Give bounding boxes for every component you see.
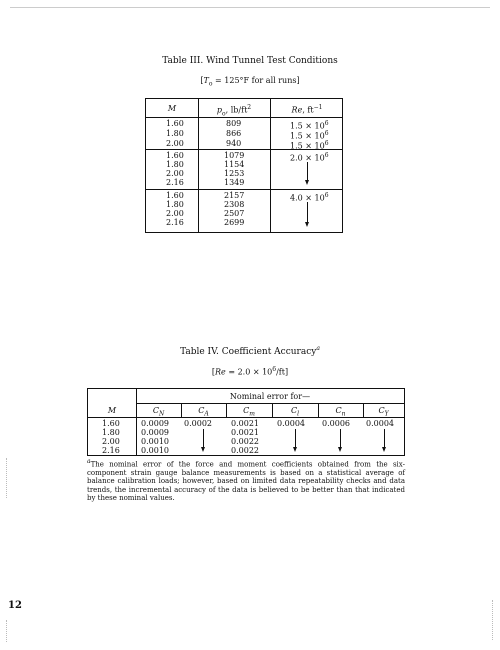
table3-mach-cell: 1.60 <box>166 191 184 200</box>
table3-mach-cell: 1.80 <box>166 160 184 169</box>
table3-pressure-cell: 866 <box>226 129 242 138</box>
arrow-down-icon <box>305 222 309 227</box>
table4-mach-cell: 2.16 <box>102 446 120 455</box>
table4-cm-cell: 0.0021 <box>231 419 259 428</box>
table4-cn-cell: 0.0010 <box>141 446 169 455</box>
table4-cn-cell: 0.0010 <box>141 437 169 446</box>
arrow-down-icon <box>293 447 297 452</box>
ditto-arrow <box>203 429 204 447</box>
top-rule <box>10 7 490 8</box>
arrow-down-icon <box>382 447 386 452</box>
table4-caption: Table IV. Coefficient Accuracy$^a$ <box>180 345 320 357</box>
table4-header-cn-yaw: $C_n$ <box>335 406 346 418</box>
table3-mach-cell: 2.00 <box>166 139 184 148</box>
table3-pressure-cell: 940 <box>226 139 242 148</box>
ditto-arrow <box>307 162 308 180</box>
table4-mach-cell: 2.00 <box>102 437 120 446</box>
table4-header-cm: $C_m$ <box>243 406 255 418</box>
table4-ca-cell: 0.0002 <box>184 419 212 428</box>
table3-mach-cell: 2.00 <box>166 209 184 218</box>
table4-mach-cell: 1.80 <box>102 428 120 437</box>
table3-pressure-cell: 2157 <box>224 191 245 200</box>
table3-pressure-cell: 2308 <box>224 200 245 209</box>
table4-cn-cell: 0.0009 <box>141 419 169 428</box>
arrow-down-icon <box>201 447 205 452</box>
table4-header-cl: $C_l$ <box>290 406 300 418</box>
table3-col-divider <box>198 99 199 232</box>
table3-mach-cell: 1.60 <box>166 151 184 160</box>
table3-pressure-cell: 2699 <box>224 218 245 227</box>
table4-cm-cell: 0.0022 <box>231 446 259 455</box>
table3-mach-cell: 1.80 <box>166 129 184 138</box>
page-number: 12 <box>8 600 22 611</box>
ditto-arrow <box>340 429 341 447</box>
table3-mach-cell: 2.00 <box>166 169 184 178</box>
table3-mach-cell: 1.80 <box>166 200 184 209</box>
table4-header-cn: $C_N$ <box>152 406 165 418</box>
table3-pressure-cell: 2507 <box>224 209 245 218</box>
table3-header-pressure: $p_o$, $lb/ft^2$ <box>216 104 252 118</box>
table3-pressure-cell: 1349 <box>224 178 245 187</box>
arrow-down-icon <box>338 447 342 452</box>
table3-header-mach: M <box>167 104 177 113</box>
table3-reynolds-cell: $1.5 \times 10^6$ <box>290 120 329 131</box>
table3-col-divider <box>270 99 271 232</box>
table4-mach-header: M <box>107 406 117 415</box>
table3-reynolds-cell: $4.0 \times 10^6$ <box>290 192 329 203</box>
ditto-arrow <box>295 429 296 447</box>
table4-cn-cell: 0.0009 <box>141 428 169 437</box>
table4-footnote: $^a$The nominal error of the force and moment coefficients obtained from the six-component strain gauge balance measurements is based on a statistical average of balance calibration loads; however, based on limited data repeatability checks and data trends, the incremental accuracy of the data is believed to be better than that indicated by these nominal values. <box>87 458 405 503</box>
arrow-down-icon <box>305 180 309 185</box>
table3-group-rule <box>146 189 342 190</box>
table3-reynolds-cell: $1.5 \times 10^6$ <box>290 140 329 151</box>
table4-header-cy: $C_Y$ <box>378 406 389 418</box>
table3-header-reynolds: Re, $ft^{-1}$ <box>291 104 323 115</box>
table4-span-header: Nominal error for— <box>229 392 311 401</box>
table3-mach-cell: 2.16 <box>166 218 184 227</box>
table4-mach-cell: 1.60 <box>102 419 120 428</box>
ditto-arrow <box>384 429 385 447</box>
margin-mark <box>492 600 493 640</box>
table4-cn-yaw-cell: 0.0006 <box>322 419 350 428</box>
ditto-arrow <box>307 202 308 222</box>
table4-cm-cell: 0.0021 <box>231 428 259 437</box>
table4-cl-cell: 0.0004 <box>277 419 305 428</box>
margin-mark <box>6 620 7 642</box>
table3-pressure-cell: 1253 <box>224 169 245 178</box>
table4 <box>87 388 405 456</box>
table3-pressure-cell: 1154 <box>224 160 245 169</box>
table3-mach-cell: 2.16 <box>166 178 184 187</box>
table3-pressure-cell: 1079 <box>224 151 245 160</box>
table4-note: $[Re = 2.0 \times 10^6/ft]$ <box>211 366 289 377</box>
table3-reynolds-cell: $1.5 \times 10^6$ <box>290 130 329 141</box>
table3-mach-cell: 1.60 <box>166 119 184 128</box>
table3-note: [$T_o = 125^\circ F$ for all runs] <box>200 76 300 88</box>
table3 <box>145 98 343 233</box>
table3-caption: Table III. Wind Tunnel Test Conditions <box>162 56 338 66</box>
table4-header-ca: $C_A$ <box>198 406 209 418</box>
table4-cy-cell: 0.0004 <box>366 419 394 428</box>
table4-cm-cell: 0.0022 <box>231 437 259 446</box>
table3-pressure-cell: 809 <box>226 119 242 128</box>
table3-reynolds-cell: $2.0 \times 10^6$ <box>290 152 329 163</box>
margin-mark <box>6 458 7 498</box>
